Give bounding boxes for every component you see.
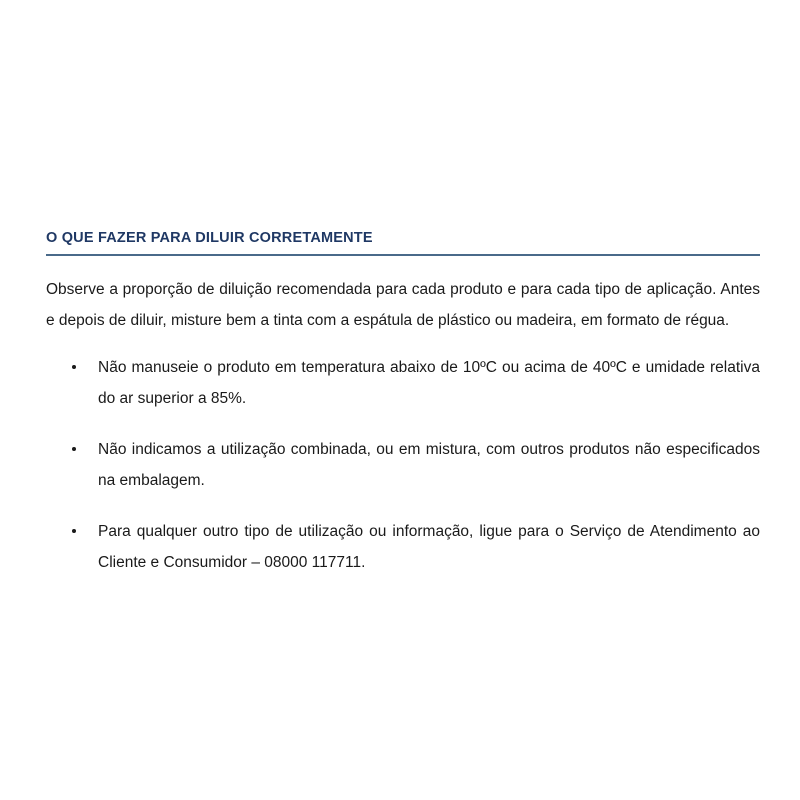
list-item — [46, 352, 760, 414]
heading-divider — [46, 254, 760, 256]
list-item-text: Não manuseie o produto em temperatura abaixo de 10ºC ou acima de 40ºC e umidade relativa do ar superior a 85%. — [98, 359, 760, 408]
section-heading: O QUE FAZER PARA DILUIR CORRETAMENTE — [46, 230, 373, 246]
instruction-bullet-list — [46, 352, 760, 578]
list-item-text: Para qualquer outro tipo de utilização ou informação, ligue para o Serviço de Atendimento ao Cliente e Consumidor – 08000 117711. — [98, 523, 760, 572]
intro-paragraph: Observe a proporção de diluição recomendada para cada produto e para cada tipo de aplicação. Antes e depois de diluir, misture bem a tinta com a espátula de plástico ou madeira, em formato de régua. — [46, 281, 760, 330]
list-item — [46, 434, 760, 496]
bullet-dot-icon — [72, 365, 76, 369]
section-o-que-fazer-para-diluir-corretamente — [46, 230, 760, 578]
list-item — [46, 516, 760, 578]
bullet-dot-icon — [72, 447, 76, 451]
list-item-text: Não indicamos a utilização combinada, ou em mistura, com outros produtos não especificados na embalagem. — [98, 441, 760, 490]
bullet-dot-icon — [72, 529, 76, 533]
